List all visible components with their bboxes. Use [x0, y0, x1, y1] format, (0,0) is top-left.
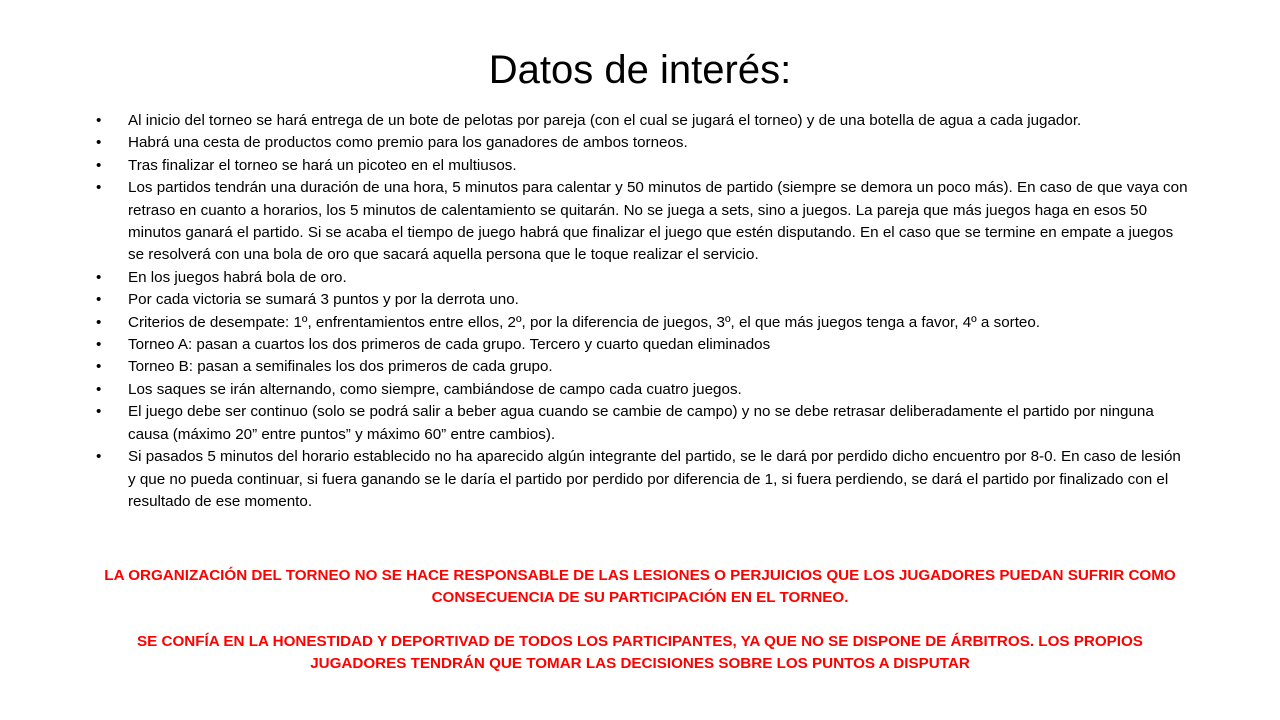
- bullet-item: [96, 401, 1192, 446]
- bullet-icon: •: [96, 268, 102, 286]
- bullet-text: El juego debe ser continuo (solo se podrá salir a beber agua cuando se cambie de campo) y no se debe retrasar deliberadamente el partido por ninguna causa (máximo 20” entre puntos” y máximo 60” entre cambios).: [128, 403, 1154, 443]
- bullet-text: Criterios de desempate: 1º, enfrentamientos entre ellos, 2º, por la diferencia de juegos, 3º, el que más juegos tenga a favor, 4º a sorteo.: [128, 313, 1041, 331]
- honesty-notice: SE CONFÍA EN LA HONESTIDAD Y DEPORTIVAD DE TODOS LOS PARTICIPANTES, YA QUE NO SE DISPONE DE ÁRBITROS. LOS PROPIOS JUGADORES TENDRÁN QUE TOMAR LAS DECISIONES SOBRE LOS PUNTOS A DISPUTAR: [137, 633, 1143, 673]
- bullet-text: Los saques se irán alternando, como siempre, cambiándose de campo cada cuatro juegos.: [128, 380, 742, 398]
- bullet-icon: •: [96, 179, 102, 197]
- bullet-item: [96, 379, 1192, 401]
- bullet-text: Torneo B: pasan a semifinales los dos primeros de cada grupo.: [128, 358, 553, 376]
- bullet-icon: •: [96, 156, 102, 174]
- bullet-icon: •: [96, 448, 102, 466]
- bullet-text: Habrá una cesta de productos como premio para los ganadores de ambos torneos.: [128, 134, 688, 152]
- bullet-icon: •: [96, 336, 102, 354]
- bullet-icon: •: [96, 291, 102, 309]
- bullet-icon: •: [96, 134, 102, 152]
- bullet-item: [96, 267, 1192, 289]
- bullet-text: Si pasados 5 minutos del horario establecido no ha aparecido algún integrante del partido, se le dará por perdido dicho encuentro por 8-0. En caso de lesión y que no pueda continuar, si fuera ganando se le daría el partido por perdido por diferencia de 1, si fuera perdiendo, se dará el partido por finalizado con el resultado de ese momento.: [128, 448, 1181, 510]
- bullet-text: Los partidos tendrán una duración de una hora, 5 minutos para calentar y 50 minutos de partido (siempre se demora un poco más). En caso de que vaya con retraso en cuanto a horarios, los 5 minutos de calentamiento se quitarán. No se juega a sets, sino a juegos. La pareja que más juegos haga en esos 50 minutos ganará el partido. Si se acaba el tiempo de juego habrá que finalizar el juego que estén disputando. En el caso que se termine en empate a juegos se resolverá con una bola de oro que sacará aquella persona que le toque realizar el servicio.: [128, 179, 1188, 264]
- bullet-icon: •: [96, 380, 102, 398]
- bullet-item: [96, 177, 1192, 267]
- bullet-text: Tras finalizar el torneo se hará un picoteo en el multiusos.: [128, 156, 517, 174]
- bullet-item: [96, 446, 1192, 513]
- bullet-icon: •: [96, 313, 102, 331]
- bullet-text: En los juegos habrá bola de oro.: [128, 268, 347, 286]
- bullet-item: [96, 155, 1192, 177]
- bullet-item: [96, 356, 1192, 378]
- bullet-item: [96, 110, 1192, 132]
- bullet-item: [96, 312, 1192, 334]
- bullet-icon: •: [96, 403, 102, 421]
- bullet-list: [96, 110, 1192, 513]
- bullet-item: [96, 132, 1192, 154]
- liability-notice: LA ORGANIZACIÓN DEL TORNEO NO SE HACE RESPONSABLE DE LAS LESIONES O PERJUICIOS QUE LOS JUGADORES PUEDAN SUFRIR COMO CONSECUENCIA DE SU PARTICIPACIÓN EN EL TORNEO.: [104, 567, 1176, 607]
- bullet-icon: •: [96, 358, 102, 376]
- bullet-text: Por cada victoria se sumará 3 puntos y por la derrota uno.: [128, 291, 519, 309]
- bullet-icon: •: [96, 112, 102, 129]
- bullet-item: [96, 334, 1192, 356]
- slide-title: Datos de interés:: [488, 48, 792, 92]
- bullet-text: Torneo A: pasan a cuartos los dos primeros de cada grupo. Tercero y cuarto quedan eliminados: [128, 336, 771, 354]
- bullet-text: Al inicio del torneo se hará entrega de un bote de pelotas por pareja (con el cual se jugará el torneo) y de una botella de agua a cada jugador.: [128, 112, 1082, 129]
- bullet-item: [96, 289, 1192, 311]
